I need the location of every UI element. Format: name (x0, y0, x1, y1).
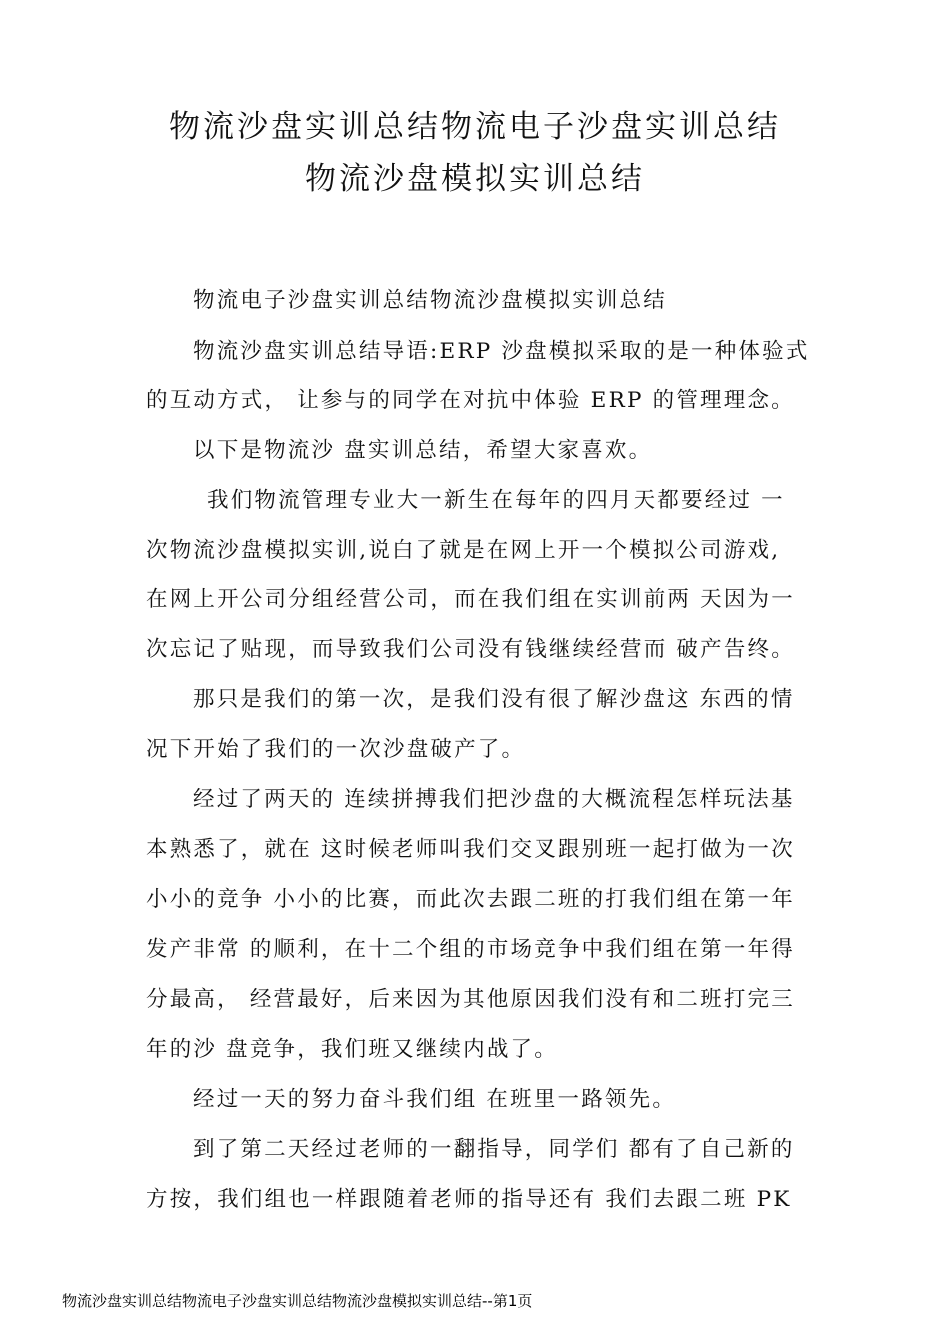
body-line: 经过了两天的 连续拼搏我们把沙盘的大概流程怎样玩法基 (193, 787, 795, 812)
body-line: 的互动方式， 让参与的同学在对抗中体验 ERP 的管理理念。 (146, 388, 795, 413)
document-title-line-2: 物流沙盘模拟实训总结 (305, 161, 645, 197)
body-line: 物流电子沙盘实训总结物流沙盘模拟实训总结 (193, 288, 668, 313)
body-line: 物流沙盘实训总结导语:ERP 沙盘模拟采取的是一种体验式 (193, 339, 810, 364)
body-line: 方按，我们组也一样跟随着老师的指导还有 我们去跟二班 PK (146, 1187, 792, 1212)
body-line: 次忘记了贴现，而导致我们公司没有钱继续经营而 破产告终。 (146, 637, 795, 662)
body-line: 以下是物流沙 盘实训总结，希望大家喜欢。 (193, 438, 653, 463)
body-line: 本熟悉了，就在 这时候老师叫我们交叉跟别班一起打做为一次 (146, 837, 795, 862)
page-footer: 物流沙盘实训总结物流电子沙盘实训总结物流沙盘模拟实训总结--第1页 (62, 1292, 533, 1310)
body-line: 发产非常 的顺利，在十二个组的市场竞争中我们组在第一年得 (146, 937, 795, 962)
body-line: 次物流沙盘模拟实训,说白了就是在网上开一个模拟公司游戏, (146, 538, 781, 563)
document-title-line-1: 物流沙盘实训总结物流电子沙盘实训总结 (169, 109, 781, 145)
body-line: 小小的竞争 小小的比赛，而此次去跟二班的打我们组在第一年 (146, 887, 795, 912)
body-line: 那只是我们的第一次，是我们没有很了解沙盘这 东西的情 (193, 687, 795, 712)
body-line: 年的沙 盘竞争，我们班又继续内战了。 (146, 1037, 558, 1062)
body-line: 到了第二天经过老师的一翻指导，同学们 都有了自己新的 (193, 1137, 795, 1162)
body-line: 在网上开公司分组经营公司，而在我们组在实训前两 天因为一 (146, 587, 795, 612)
body-line: 况下开始了我们的一次沙盘破产了。 (146, 737, 526, 762)
body-line: 经过一天的努力奋斗我们组 在班里一路领先。 (193, 1087, 677, 1112)
body-line: 我们物流管理专业大一新生在每年的四月天都要经过 一 (207, 488, 785, 513)
body-line: 分最高， 经营最好，后来因为其他原因我们没有和二班打完三 (146, 987, 795, 1012)
